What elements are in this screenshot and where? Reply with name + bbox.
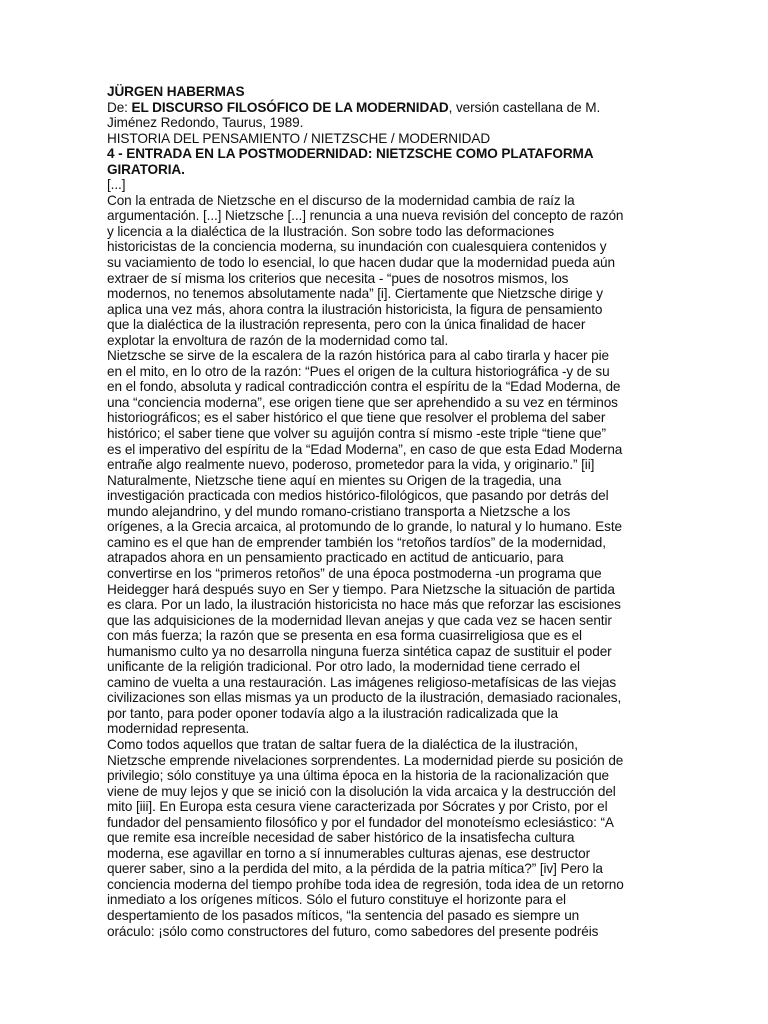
body-line: Naturalmente, Nietzsche tiene aquí en mientes su Origen de la tragedia, una: [107, 472, 562, 488]
body-line: mito [iii]. En Europa esta cesura viene caracterizada por Sócrates y por Cristo, por el: [107, 799, 608, 815]
body-line: [...]: [107, 177, 126, 193]
body-line: y licencia a la dialéctica de la Ilustración. Son sobre todo las deformaciones: [107, 223, 555, 239]
categories-line: HISTORIA DEL PENSAMIENTO / NIETZSCHE / MODERNIDAD: [107, 130, 491, 146]
body-line: civilizaciones son ellas mismas ya un producto de la ilustración, demasiado racionales,: [107, 690, 622, 706]
body-line: explotar la envoltura de razón de la modernidad como tal.: [107, 332, 449, 348]
body-line: Nietzsche se sirve de la escalera de la razón histórica para al cabo tirarla y hacer pie: [107, 348, 609, 364]
body-line: Con la entrada de Nietzsche en el discurso de la modernidad cambia de raíz la: [107, 192, 575, 208]
body-line: unificante de la religión tradicional. Por otro lado, la modernidad tiene cerrado el: [107, 659, 580, 675]
body-text: [107, 177, 663, 939]
body-line: mundo alejandrino, y del mundo romano-cristiano transporta a Nietzsche a los: [107, 503, 571, 519]
body-line: entrañe algo realmente nuevo, poderoso, prometedor para la vida, y originario.” [ii]: [107, 457, 595, 473]
chapter-title-line-2: GIRATORIA.: [107, 161, 185, 177]
body-line: con más fuerza; la razón que se presenta en esa forma cuasirreligiosa que es el: [107, 628, 582, 644]
body-line: modernos, no tenemos absolutamente nada” [i]. Ciertamente que Nietzsche dirige y: [107, 286, 603, 302]
body-line: en el mito, en lo otro de la razón: “Pues el origen de la cultura historiográfica -y de su: [107, 363, 610, 379]
body-line: orígenes, a la Grecia arcaica, al protomundo de lo grande, lo natural y lo humano. Este: [107, 519, 622, 535]
body-line: privilegio; sólo constituye ya una última época en la historia de la racionalización que: [107, 768, 610, 784]
body-line: aplica una vez más, ahora contra la ilustración historicista, la figura de pensamiento: [107, 301, 603, 317]
body-line: una “conciencia moderna”, ese origen tiene que ser aprehendido a su vez en términos: [107, 394, 618, 410]
body-line: historicistas de la conciencia moderna, su inundación con cualesquiera contenidos y: [107, 239, 607, 255]
body-line: conciencia moderna del tiempo prohíbe toda idea de regresión, toda idea de un retorno: [107, 876, 624, 892]
body-line: fundador del pensamiento filosófico y por el fundador del monoteísmo eclesiástico: “A: [107, 814, 614, 830]
body-line: que remite esa increíble necesidad de saber histórico de la insatisfecha cultura: [107, 830, 575, 846]
document-page: [107, 84, 663, 939]
body-line: Nietzsche emprende nivelaciones sorprendentes. La modernidad pierde su posición de: [107, 752, 624, 768]
body-line: camino es el que han de emprender también los “retoños tardíos” de la modernidad,: [107, 534, 606, 550]
author-name: JÜRGEN HABERMAS: [107, 84, 245, 99]
body-line: en el fondo, absoluta y radical contradicción contra el espíritu de la “Edad Moderna, de: [107, 379, 621, 395]
body-line: convertirse en los “primeros retoños” de una época postmoderna -un programa que: [107, 565, 602, 581]
body-line: que las adquisiciones de la modernidad llevan anejas y que cada vez se hacen sentir: [107, 612, 612, 628]
body-line: camino de vuelta a una restauración. Las imágenes religioso-metafísicas de las viejas: [107, 674, 617, 690]
body-line: moderna, ese agavillar en torno a sí innumerables culturas ajenas, ese destructor: [107, 845, 591, 861]
body-line: historiográficos; es el saber histórico el que tiene que resolver el problema del saber: [107, 410, 606, 426]
body-line: su vaciamiento de todo lo esencial, lo que hacen dudar que la modernidad pueda aún: [107, 255, 615, 271]
body-line: querer saber, sino a la perdida del mito, a la pérdida de la patria mítica?” [iv] Pero la: [107, 861, 603, 877]
body-line: es el imperativo del espíritu de la “Edad Moderna”, en caso de que esta Edad Moderna: [107, 441, 623, 457]
body-line: Heidegger hará después suyo en Ser y tiempo. Para Nietzsche la situación de partida: [107, 581, 615, 597]
source-rest-1: , versión castellana de M.: [448, 99, 601, 115]
body-line: oráculo: ¡sólo como constructores del futuro, como sabedores del presente podréis: [107, 923, 599, 939]
body-line: atrapados ahora en un pensamiento practicado en actitud de anticuario, para: [107, 550, 564, 566]
body-line: que la dialéctica de la ilustración representa, pero con la única finalidad de hacer: [107, 317, 586, 333]
body-line: modernidad representa.: [107, 721, 250, 737]
source-title: EL DISCURSO FILOSÓFICO DE LA MODERNIDAD: [131, 99, 449, 115]
source-citation-line-1: [107, 100, 663, 116]
body-line: Como todos aquellos que tratan de saltar fuera de la dialéctica de la ilustración,: [107, 736, 578, 752]
body-line: investigación practicada con medios histórico-filológicos, que pasando por detrás del: [107, 488, 609, 504]
body-line: argumentación. [...] Nietzsche [...] renuncia a una nueva revisión del concepto de razón: [107, 208, 624, 224]
chapter-title-line-1: 4 - ENTRADA EN LA POSTMODERNIDAD: NIETZSCHE COMO PLATAFORMA: [107, 146, 594, 162]
source-citation-line-2: Jiménez Redondo, Taurus, 1989.: [107, 115, 304, 131]
source-prefix: De:: [107, 99, 132, 115]
body-line: es clara. Por un lado, la ilustración historicista no hace más que reforzar las escisiones: [107, 597, 621, 613]
body-line: extraer de sí misma los criterios que necesita - “pues de nosotros mismos, los: [107, 270, 569, 286]
body-line: humanismo culto ya no desarrolla ninguna fuerza sintética capaz de sustituir el poder: [107, 643, 612, 659]
body-line: inmediato a los orígenes míticos. Sólo el futuro constituye el horizonte para el: [107, 892, 566, 908]
body-line: despertamiento de los pasados míticos, “la sentencia del pasado es siempre un: [107, 907, 580, 923]
body-line: histórico; el saber tiene que volver su aguijón contra sí mismo -este triple “tiene que”: [107, 426, 606, 442]
body-line: viene de muy lejos y que se inició con la disolución la vida arcaica y la destrucción del: [107, 783, 616, 799]
body-line: por tanto, para poder oponer todavía algo a la ilustración radicalizada que la: [107, 705, 558, 721]
